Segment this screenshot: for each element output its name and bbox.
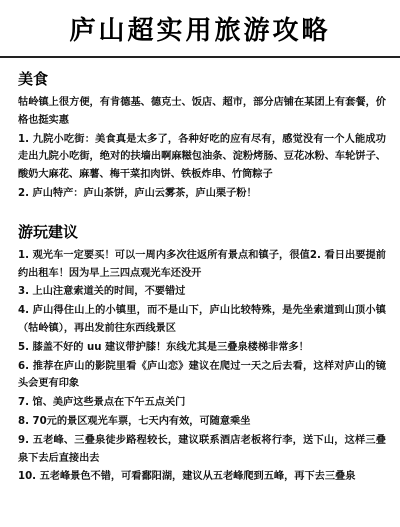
tip-item: 1. 观光车一定要买！可以一周内多次往返所有景点和镇子，很值2. 看日出要提前约出租车！因为早上三四点观光车还没开 xyxy=(18,249,386,279)
food-section xyxy=(0,58,400,203)
tip-item: 5. 膝盖不好的 uu 建议带护膝！东线尤其是三叠泉楼梯非常多！ xyxy=(18,341,309,353)
food-intro: 牯岭镇上很方便，有肯德基、德克士、饭店、超市，部分店铺在某团上有套餐，价格也挺实惠 xyxy=(18,97,386,126)
tip-item: 9. 五老峰、三叠泉徒步路程较长，建议联系酒店老板将行李，送下山，这样三叠泉下去后直接出去 xyxy=(18,434,386,464)
tip-item: 6. 推荐在庐山的影院里看《庐山恋》建议在爬过一天之后去看，这样对庐山的镜头会更有印象 xyxy=(18,360,386,390)
tip-item: 10. 五老峰景色不错，可看鄱阳湖，建议从五老峰爬到五峰，再下去三叠泉 xyxy=(18,471,356,483)
page-title: 庐山超实用旅游攻略 xyxy=(69,15,331,46)
tip-item: 4. 庐山得住山上的小镇里，而不是山下，庐山比较特殊，是先坐索道到山顶小镇（牯岭镇），再出发前往东西线景区 xyxy=(18,305,386,334)
tip-item: 7. 馆、美庐这些景点在下午五点关门 xyxy=(18,397,186,409)
play-section xyxy=(0,211,400,486)
page-header xyxy=(0,0,400,58)
section-gap xyxy=(0,203,400,211)
tip-item: 8. 70元的景区观光车票，七天内有效，可随意乘坐 xyxy=(18,415,251,427)
food-item: 1. 九院小吃街：美食真是太多了，各种好吃的应有尽有，感觉没有一个人能成功走出九院小吃街，绝对的扶墙出啊麻糍包油条、淀粉烤肠、豆花冰粉、车轮饼子、酸奶大麻花、麻薯、梅干菜扣肉饼、铁板炸串、竹筒粽子 xyxy=(18,133,386,181)
food-item: 2. 庐山特产：庐山茶饼，庐山云雾茶，庐山栗子粉！ xyxy=(18,187,257,199)
play-section-title: 游玩建议 xyxy=(18,222,79,241)
tip-item: 3. 上山注意索道关的时间，不要错过 xyxy=(18,286,186,298)
food-section-title: 美食 xyxy=(18,70,49,88)
